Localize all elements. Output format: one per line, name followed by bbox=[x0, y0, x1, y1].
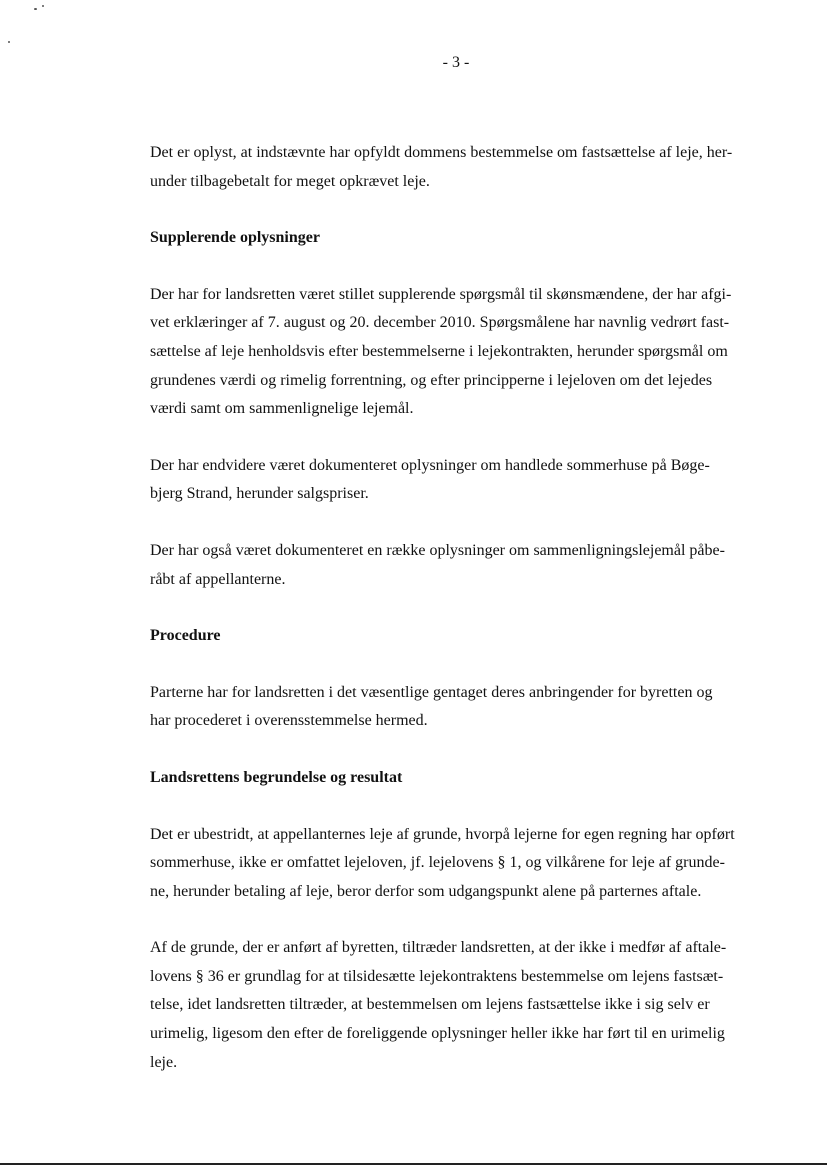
section-heading: Procedure bbox=[150, 627, 221, 645]
paragraph-gap bbox=[150, 793, 770, 821]
text-line: sættelse af leje henholdsvis efter bestemmelserne i lejekontrakten, herunder spørgsmål om bbox=[150, 342, 728, 360]
paragraph bbox=[150, 934, 770, 1077]
paragraph bbox=[150, 139, 770, 196]
scan-speck bbox=[34, 8, 37, 10]
paragraph bbox=[150, 821, 770, 907]
paragraph-gap bbox=[150, 594, 770, 622]
paragraph bbox=[150, 679, 770, 736]
paragraph bbox=[150, 537, 770, 594]
text-line: Der har endvidere været dokumenteret oplysninger om handlede sommerhuse på Bøge- bbox=[150, 456, 710, 474]
paragraph-gap bbox=[150, 196, 770, 224]
text-line: værdi samt om sammenlignelige lejemål. bbox=[150, 400, 414, 418]
text-line: Der har også været dokumenteret en række oplysninger om sammenligningslejemål påbe- bbox=[150, 541, 725, 559]
text-line: råbt af appellanterne. bbox=[150, 570, 286, 588]
text-line: sommerhuse, ikke er omfattet lejeloven, jf. lejelovens § 1, og vilkårene for leje af grunde- bbox=[150, 854, 725, 872]
paragraph-gap bbox=[150, 424, 770, 452]
text-line: leje. bbox=[150, 1053, 178, 1071]
text-line: vet erklæringer af 7. august og 20. december 2010. Spørgsmålene har navnlig vedrørt fast- bbox=[150, 314, 730, 332]
paragraph-gap bbox=[150, 651, 770, 679]
text-line: lovens § 36 er grundlag for at tilsidesætte lejekontraktens bestemmelse om lejens fastsæt- bbox=[150, 967, 724, 985]
text-line: Det er oplyst, at indstævnte har opfyldt dommens bestemmelse om fastsættelse af leje, her- bbox=[150, 144, 733, 161]
text-line: telse, idet landsretten tiltræder, at bestemmelsen om lejens fastsættelse ikke i sig selv er bbox=[150, 996, 710, 1014]
text-line: Det er ubestridt, at appellanternes leje af grunde, hvorpå lejerne for egen regning har opført bbox=[150, 825, 735, 843]
paragraph-gap bbox=[150, 509, 770, 537]
document-body bbox=[150, 139, 770, 1077]
text-line: har procederet i overensstemmelse hermed. bbox=[150, 712, 428, 730]
page-number: - 3 - bbox=[442, 54, 470, 71]
text-line: bjerg Strand, herunder salgspriser. bbox=[150, 485, 369, 503]
paragraph-gap bbox=[150, 906, 770, 934]
text-line: Parterne har for landsretten i det væsentlige gentaget deres anbringender for byretten og bbox=[150, 683, 713, 701]
paragraph-gap bbox=[150, 253, 770, 281]
section-heading: Supplerende oplysninger bbox=[150, 229, 320, 247]
scan-speck bbox=[8, 41, 10, 43]
text-line: Der har for landsretten været stillet supplerende spørgsmål til skønsmændene, der har afgi- bbox=[150, 285, 732, 303]
scan-speck bbox=[42, 5, 44, 7]
paragraph bbox=[150, 452, 770, 509]
paragraph-gap bbox=[150, 736, 770, 764]
text-line: under tilbagebetalt for meget opkrævet leje. bbox=[150, 172, 430, 190]
text-line: Af de grunde, der er anført af byretten, tiltræder landsretten, at der ikke i medfør af aftale- bbox=[150, 939, 727, 957]
section-heading: Landsrettens begrundelse og resultat bbox=[150, 768, 403, 786]
paragraph bbox=[150, 281, 770, 424]
text-line: urimelig, ligesom den efter de foreliggende oplysninger heller ikke har ført til en urimelig bbox=[150, 1025, 725, 1043]
text-line: grundenes værdi og rimelig forrentning, og efter principperne i lejeloven om det lejedes bbox=[150, 371, 713, 389]
page-bottom-edge bbox=[0, 1163, 827, 1165]
text-line: ne, herunder betaling af leje, beror derfor som udgangspunkt alene på parternes aftale. bbox=[150, 882, 702, 900]
